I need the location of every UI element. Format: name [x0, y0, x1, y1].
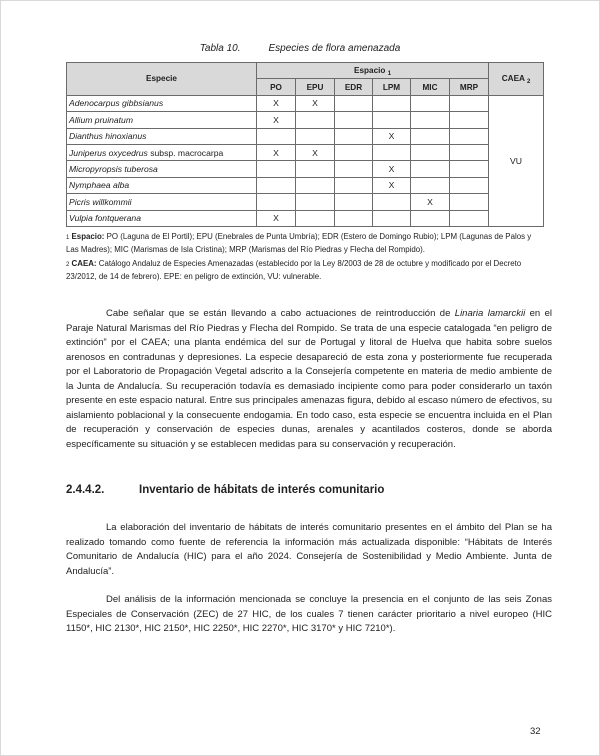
species-name-linaria: Linaria lamarckii	[454, 308, 526, 319]
presence-cell	[450, 95, 489, 111]
presence-cell	[373, 144, 411, 160]
presence-cell	[296, 194, 335, 210]
presence-cell	[296, 112, 335, 128]
header-col-po: PO	[257, 79, 296, 95]
presence-cell	[257, 177, 296, 193]
presence-cell	[373, 210, 411, 226]
footnote-caea: 2 CAEA: Catálogo Andaluz de Especies Amenazadas (establecido por la Ley 8/2003 de 28 de octubre y modificado por el Decreto 23/2012, de 14 de febrero). EPE: en peligro de extinción, VU: vulnerable.	[66, 259, 522, 282]
presence-cell	[450, 194, 489, 210]
table-row	[67, 144, 544, 160]
presence-cell	[411, 144, 450, 160]
presence-cell: X	[257, 112, 296, 128]
presence-cell: X	[373, 161, 411, 177]
species-cell: Juniperus oxycedrus subsp. macrocarpa	[67, 144, 257, 160]
species-cell: Vulpia fontquerana	[67, 210, 257, 226]
presence-cell	[411, 177, 450, 193]
presence-cell	[450, 210, 489, 226]
presence-cell	[411, 128, 450, 144]
presence-cell	[373, 194, 411, 210]
presence-cell	[335, 95, 373, 111]
presence-cell: X	[296, 95, 335, 111]
presence-cell	[411, 95, 450, 111]
header-space: Espacio $_1$	[257, 63, 489, 79]
presence-cell	[373, 112, 411, 128]
table-row	[67, 161, 544, 177]
presence-cell	[450, 177, 489, 193]
header-species: Especie	[67, 63, 257, 96]
table-row	[67, 95, 544, 111]
species-cell: Allium pruinatum	[67, 112, 257, 128]
presence-cell: X	[411, 194, 450, 210]
flora-table	[66, 62, 544, 227]
header-col-lpm: LPM	[373, 79, 411, 95]
presence-cell	[296, 128, 335, 144]
presence-cell	[450, 144, 489, 160]
species-cell: Nymphaea alba	[67, 177, 257, 193]
table-row	[67, 194, 544, 210]
header-col-edr: EDR	[335, 79, 373, 95]
presence-cell: X	[257, 144, 296, 160]
presence-cell	[257, 128, 296, 144]
paragraph-linaria: Cabe señalar que se están llevando a cabo actuaciones de reintroducción de Linaria lamarckii en el Paraje Natural Marismas del Río Piedras y Flecha del Rompido. Se trata de una especie catalogada “en peligro de extinción” por el CAEA; una planta endémica del sur de Portugal y litoral de Huelva que habita sobre suelos arenosos en contradunas y depresiones. La especie desapareció de esta zona y posteriormente fue recuperada por el Laboratorio de Propagación Vegetal adscrito a la Consejería competente en materia de medio ambiente de la Junta de Andalucía. Su recuperación todavía es demasiado incipiente como para poder considerarlo un taxón presente en este espacio natural. Entre sus principales amenazas figura, debido al escaso número de efectivos, su aislamiento poblacional y la consecuente endogamia. En todo caso, esta especie se encuentra incluida en el Plan de recuperación y conservación de especies dunas, arenales y acantilados costeros, donde se aborda específicamente su situación y se establecen medidas para su conservación y recuperación.	[66, 308, 552, 450]
header-caea: CAEA $_2$	[489, 63, 544, 96]
table-caption-title: Especies de flora amenazada	[268, 43, 401, 54]
caea-status-cell: VU	[489, 95, 544, 226]
presence-cell	[257, 194, 296, 210]
table-row	[67, 177, 544, 193]
table-row	[67, 210, 544, 226]
presence-cell: X	[257, 95, 296, 111]
header-col-epu: EPU	[296, 79, 335, 95]
header-col-mic: MIC	[411, 79, 450, 95]
table-caption-number: Tabla 10.	[199, 43, 241, 54]
presence-cell	[450, 128, 489, 144]
presence-cell	[257, 161, 296, 177]
presence-cell: X	[257, 210, 296, 226]
species-cell: Adenocarpus gibbsianus	[67, 95, 257, 111]
presence-cell	[335, 210, 373, 226]
presence-cell	[335, 128, 373, 144]
species-cell: Dianthus hinoxianus	[67, 128, 257, 144]
presence-cell	[335, 161, 373, 177]
table-caption	[0, 43, 600, 54]
table-row	[67, 128, 544, 144]
presence-cell	[296, 177, 335, 193]
presence-cell	[411, 112, 450, 128]
paragraph-analysis: Del análisis de la información mencionada se concluye la presencia en el conjunto de las seis Zonas Especiales de Conservación (ZEC) de 27 HIC, de los cuales 7 tienen carácter prioritario a nivel europeo (HIC 1150*, HIC 2130*, HIC 2150*, HIC 2250*, HIC 2270*, HIC 3170* y HIC 7210*).	[66, 594, 552, 634]
table-row	[67, 112, 544, 128]
presence-cell: X	[373, 128, 411, 144]
species-cell: Micropyropsis tuberosa	[67, 161, 257, 177]
presence-cell	[335, 144, 373, 160]
presence-cell	[296, 210, 335, 226]
footnote-espacio: 1 Espacio: PO (Laguna de El Portil); EPU (Enebrales de Punta Umbría); EDR (Estero de Domingo Rubio); LPM (Lagunas de Palos y Las Madres); MIC (Marismas de Isla Cristina); MRP (Marismas del Río Piedras y Flecha del Rompido).	[66, 232, 532, 255]
presence-cell: X	[373, 177, 411, 193]
paragraph-inventory: La elaboración del inventario de hábitats de interés comunitario presentes en el ámbito del Plan se ha realizado tomando como fuente de referencia la información más actualizada disponible: “Hábitats de Interés Comunitario de Andalucía (HIC) para el año 2024. Consejería de Sostenibilidad y Medio Ambiente. Junta de Andalucía”.	[66, 522, 552, 577]
presence-cell	[450, 112, 489, 128]
presence-cell	[296, 161, 335, 177]
page-number: 32	[530, 726, 541, 737]
presence-cell	[335, 177, 373, 193]
presence-cell	[335, 112, 373, 128]
section-heading: 2.4.4.2. Inventario de hábitats de interés comunitario	[66, 484, 385, 496]
presence-cell	[411, 161, 450, 177]
presence-cell	[335, 194, 373, 210]
presence-cell: X	[296, 144, 335, 160]
presence-cell	[373, 95, 411, 111]
presence-cell	[450, 161, 489, 177]
presence-cell	[411, 210, 450, 226]
species-cell: Picris willkommii	[67, 194, 257, 210]
header-col-mrp: MRP	[450, 79, 489, 95]
